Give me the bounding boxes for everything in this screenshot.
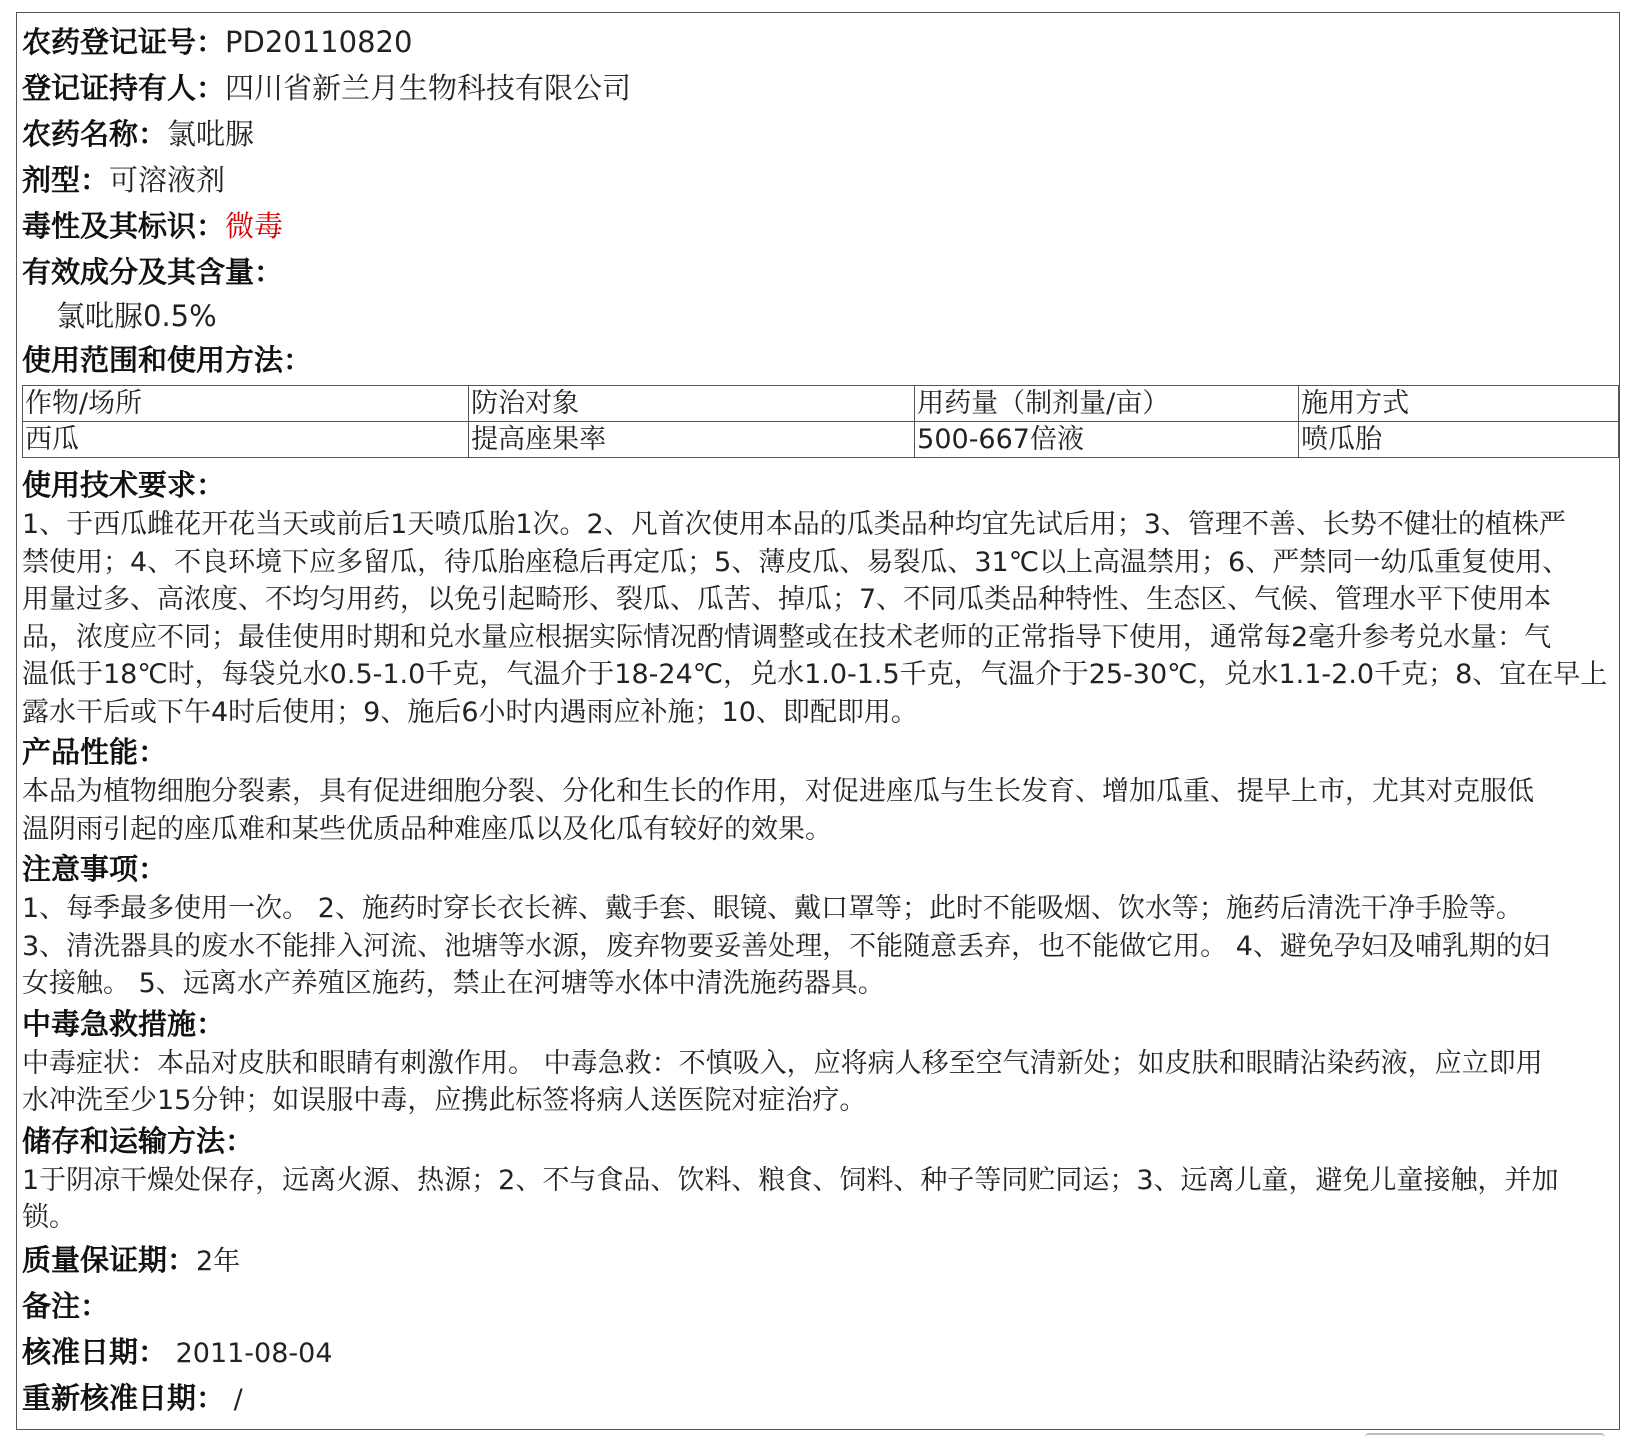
toxicity-label: 毒性及其标识： <box>22 209 226 243</box>
approval-date-value: 2011-08-04 <box>167 1337 333 1369</box>
tech-line: 温低于18℃时，每袋兑水0.5-1.0千克，气温介于18-24℃，兑水1.0-1.5千克，气温介于25-30℃，兑水1.1-2.0千克；8、宜在早上 <box>22 659 1608 690</box>
tech-line: 品，浓度应不同；最佳使用时期和兑水量应根据实际情况酌情调整或在技术老师的正常指导下使用，通常每2毫升参考兑水量：气 <box>22 621 1552 653</box>
pesticide-label-record <box>16 12 1620 1430</box>
tech-line: 1、于西瓜雌花开花当天或前后1天喷瓜胎1次。2、凡首次使用本品的瓜类品种均宜先试后用；3、管理不善、长势不健壮的植株严 <box>22 509 1566 540</box>
ingredient-label: 有效成分及其含量： <box>22 255 284 289</box>
reapproval-date-value: / <box>225 1383 243 1415</box>
usage-header-row <box>23 386 1619 422</box>
warranty-row <box>22 1237 1614 1283</box>
usage-cell-method: 喷瓜胎 <box>1299 422 1619 458</box>
table-row <box>23 422 1619 458</box>
holder-label: 登记证持有人： <box>22 71 226 105</box>
performance-title: 产品性能： <box>22 735 168 769</box>
tech-line: 禁使用；4、不良环境下应多留瓜，待瓜胎座稳后再定瓜；5、薄皮瓜、易裂瓜、31℃以上高温禁用；6、严禁同一幼瓜重复使用、 <box>22 546 1570 578</box>
tech-line: 露水干后或下午4时后使用；9、施后6小时内遇雨应补施；10、即配即用。 <box>22 696 918 728</box>
first-aid-line: 中毒症状：本品对皮肤和眼睛有刺激作用。 中毒急救：不慎吸入，应将病人移至空气清新处；如皮肤和眼睛沾染药液，应立即用 <box>22 1047 1543 1079</box>
formulation-value: 可溶液剂 <box>109 163 226 197</box>
usage-title: 使用范围和使用方法： <box>22 343 313 377</box>
reg-no-value: PD20110820 <box>225 25 413 59</box>
usage-cell-dosage: 500-667倍液 <box>915 422 1299 458</box>
usage-table <box>22 385 1619 458</box>
formulation-row <box>22 157 1614 203</box>
remarks-row <box>22 1283 1614 1329</box>
precautions-line: 1、每季最多使用一次。 2、施药时穿长衣长裤、戴手套、眼镜、戴口罩等；此时不能吸烟、饮水等；施药后清洗干净手脸等。 <box>22 893 1523 924</box>
name-label: 农药名称： <box>22 117 168 151</box>
storage-line: 锁。 <box>22 1202 76 1233</box>
ingredient-row <box>22 249 1614 295</box>
tech-title: 使用技术要求： <box>22 468 226 502</box>
first-aid-body <box>22 1045 1614 1120</box>
name-value: 氯吡脲 <box>167 117 255 151</box>
usage-header-target: 防治对象 <box>469 386 915 422</box>
warranty-value: 2年 <box>196 1245 241 1277</box>
usage-cell-target: 提高座果率 <box>469 422 915 458</box>
precautions-title: 注意事项： <box>22 852 168 886</box>
approval-date-label: 核准日期： <box>22 1334 168 1369</box>
usage-cell-crop: 西瓜 <box>23 422 469 458</box>
horizontal-scrollbar[interactable] <box>1365 1433 1605 1441</box>
storage-line: 1于阴凉干燥处保存，远离火源、热源；2、不与食品、饮料、粮食、饲料、种子等同贮同运；3、远离儿童，避免儿童接触，并加 <box>22 1164 1559 1196</box>
remarks-label: 备注： <box>22 1288 110 1323</box>
usage-header-crop: 作物/场所 <box>23 386 469 422</box>
precautions-body <box>22 890 1614 1003</box>
approval-date-row <box>22 1329 1614 1375</box>
holder-row <box>22 65 1614 111</box>
reapproval-date-row <box>22 1375 1614 1421</box>
storage-body <box>22 1162 1614 1237</box>
performance-line: 温阴雨引起的座瓜难和某些优质品种难座瓜以及化瓜有较好的效果。 <box>22 813 832 845</box>
usage-header-method: 施用方式 <box>1299 386 1619 422</box>
first-aid-title: 中毒急救措施： <box>22 1006 226 1041</box>
reapproval-date-label: 重新核准日期： <box>22 1380 226 1415</box>
ingredient-value: 氯吡脲0.5% <box>56 299 217 333</box>
precautions-line: 女接触。 5、远离水产养殖区施药，禁止在河塘等水体中清洗施药器具。 <box>22 968 885 999</box>
warranty-label: 质量保证期： <box>22 1242 197 1277</box>
storage-title: 储存和运输方法： <box>22 1123 255 1158</box>
reg-no-label: 农药登记证号： <box>22 25 226 59</box>
toxicity-row <box>22 203 1614 249</box>
name-row <box>22 111 1614 157</box>
formulation-label: 剂型： <box>22 163 110 197</box>
tech-line: 用量过多、高浓度、不均匀用药，以免引起畸形、裂瓜、瓜苦、掉瓜；7、不同瓜类品种特性、生态区、气候、管理水平下使用本 <box>22 584 1552 615</box>
precautions-line: 3、清洗器具的废水不能排入河流、池塘等水源，废弃物要妥善处理，不能随意丢弃，也不能做它用。 4、避免孕妇及哺乳期的妇 <box>22 930 1550 962</box>
tech-body <box>22 506 1614 731</box>
usage-header-dosage: 用药量（制剂量/亩） <box>915 386 1299 422</box>
holder-value: 四川省新兰月生物科技有限公司 <box>225 71 632 105</box>
performance-body <box>22 773 1614 848</box>
performance-line: 本品为植物细胞分裂素，具有促进细胞分裂、分化和生长的作用，对促进座瓜与生长发育、增加瓜重、提早上市，尤其对克服低 <box>22 776 1534 807</box>
toxicity-value: 微毒 <box>225 209 284 243</box>
first-aid-line: 水冲洗至少15分钟；如误服中毒，应携此标签将病人送医院对症治疗。 <box>22 1085 867 1116</box>
reg-no-row <box>22 19 1614 65</box>
